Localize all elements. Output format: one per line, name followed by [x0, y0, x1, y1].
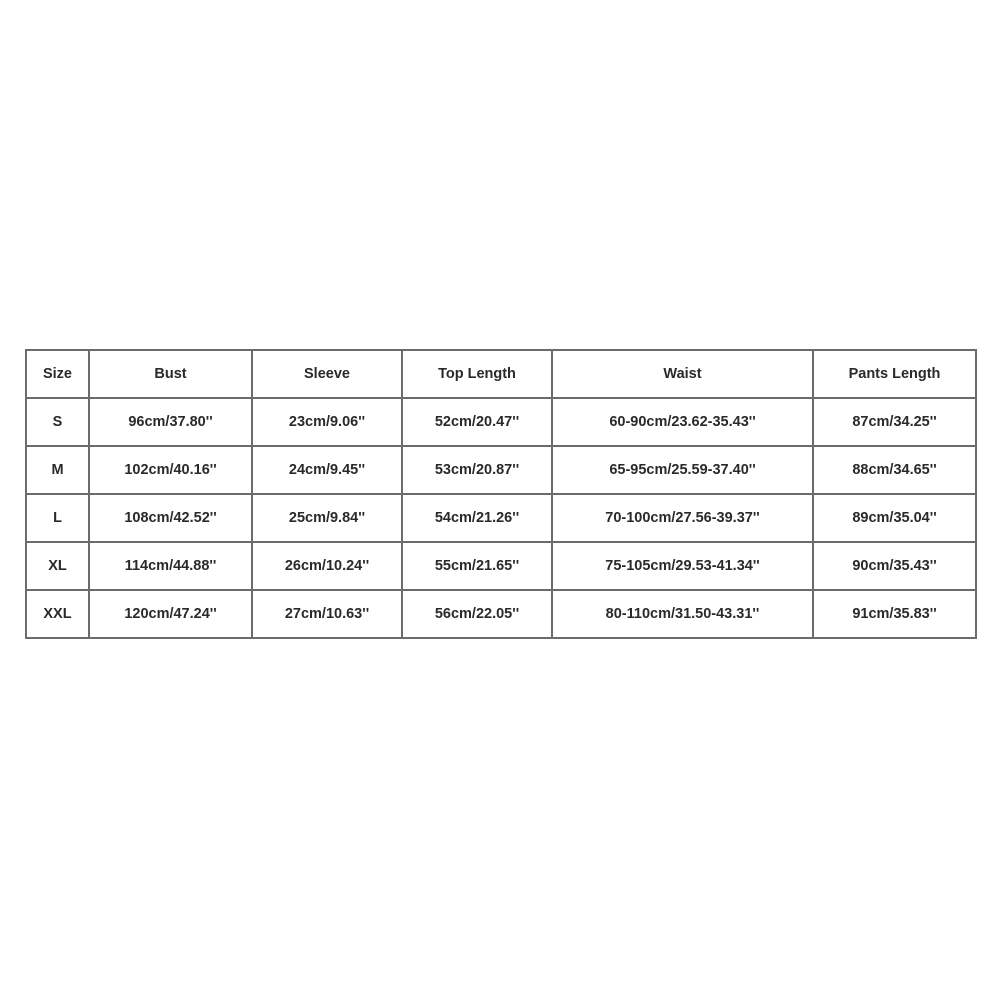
pants-length-cell: 88cm/34.65'' — [813, 446, 976, 494]
sleeve-cell: 27cm/10.63'' — [252, 590, 402, 638]
top-length-cell: 54cm/21.26'' — [402, 494, 552, 542]
bust-cell: 102cm/40.16'' — [89, 446, 252, 494]
bust-cell: 114cm/44.88'' — [89, 542, 252, 590]
bust-cell: 96cm/37.80'' — [89, 398, 252, 446]
column-header-waist: Waist — [552, 350, 813, 398]
pants-length-cell: 90cm/35.43'' — [813, 542, 976, 590]
size-cell: XL — [26, 542, 89, 590]
column-header-pants-length: Pants Length — [813, 350, 976, 398]
sleeve-cell: 23cm/9.06'' — [252, 398, 402, 446]
table-row — [26, 494, 976, 542]
header-row — [26, 350, 976, 398]
column-header-top-length: Top Length — [402, 350, 552, 398]
column-header-size: Size — [26, 350, 89, 398]
table-row — [26, 398, 976, 446]
bust-cell: 108cm/42.52'' — [89, 494, 252, 542]
top-length-cell: 55cm/21.65'' — [402, 542, 552, 590]
size-chart-table — [25, 349, 977, 639]
pants-length-cell: 89cm/35.04'' — [813, 494, 976, 542]
table-row — [26, 590, 976, 638]
top-length-cell: 56cm/22.05'' — [402, 590, 552, 638]
size-cell: M — [26, 446, 89, 494]
waist-cell: 70-100cm/27.56-39.37'' — [552, 494, 813, 542]
waist-cell: 80-110cm/31.50-43.31'' — [552, 590, 813, 638]
sleeve-cell: 26cm/10.24'' — [252, 542, 402, 590]
sleeve-cell: 24cm/9.45'' — [252, 446, 402, 494]
table-row — [26, 542, 976, 590]
top-length-cell: 52cm/20.47'' — [402, 398, 552, 446]
size-cell: L — [26, 494, 89, 542]
size-cell: S — [26, 398, 89, 446]
sleeve-cell: 25cm/9.84'' — [252, 494, 402, 542]
bust-cell: 120cm/47.24'' — [89, 590, 252, 638]
pants-length-cell: 91cm/35.83'' — [813, 590, 976, 638]
waist-cell: 75-105cm/29.53-41.34'' — [552, 542, 813, 590]
column-header-sleeve: Sleeve — [252, 350, 402, 398]
top-length-cell: 53cm/20.87'' — [402, 446, 552, 494]
pants-length-cell: 87cm/34.25'' — [813, 398, 976, 446]
waist-cell: 65-95cm/25.59-37.40'' — [552, 446, 813, 494]
table-row — [26, 446, 976, 494]
column-header-bust: Bust — [89, 350, 252, 398]
size-cell: XXL — [26, 590, 89, 638]
waist-cell: 60-90cm/23.62-35.43'' — [552, 398, 813, 446]
